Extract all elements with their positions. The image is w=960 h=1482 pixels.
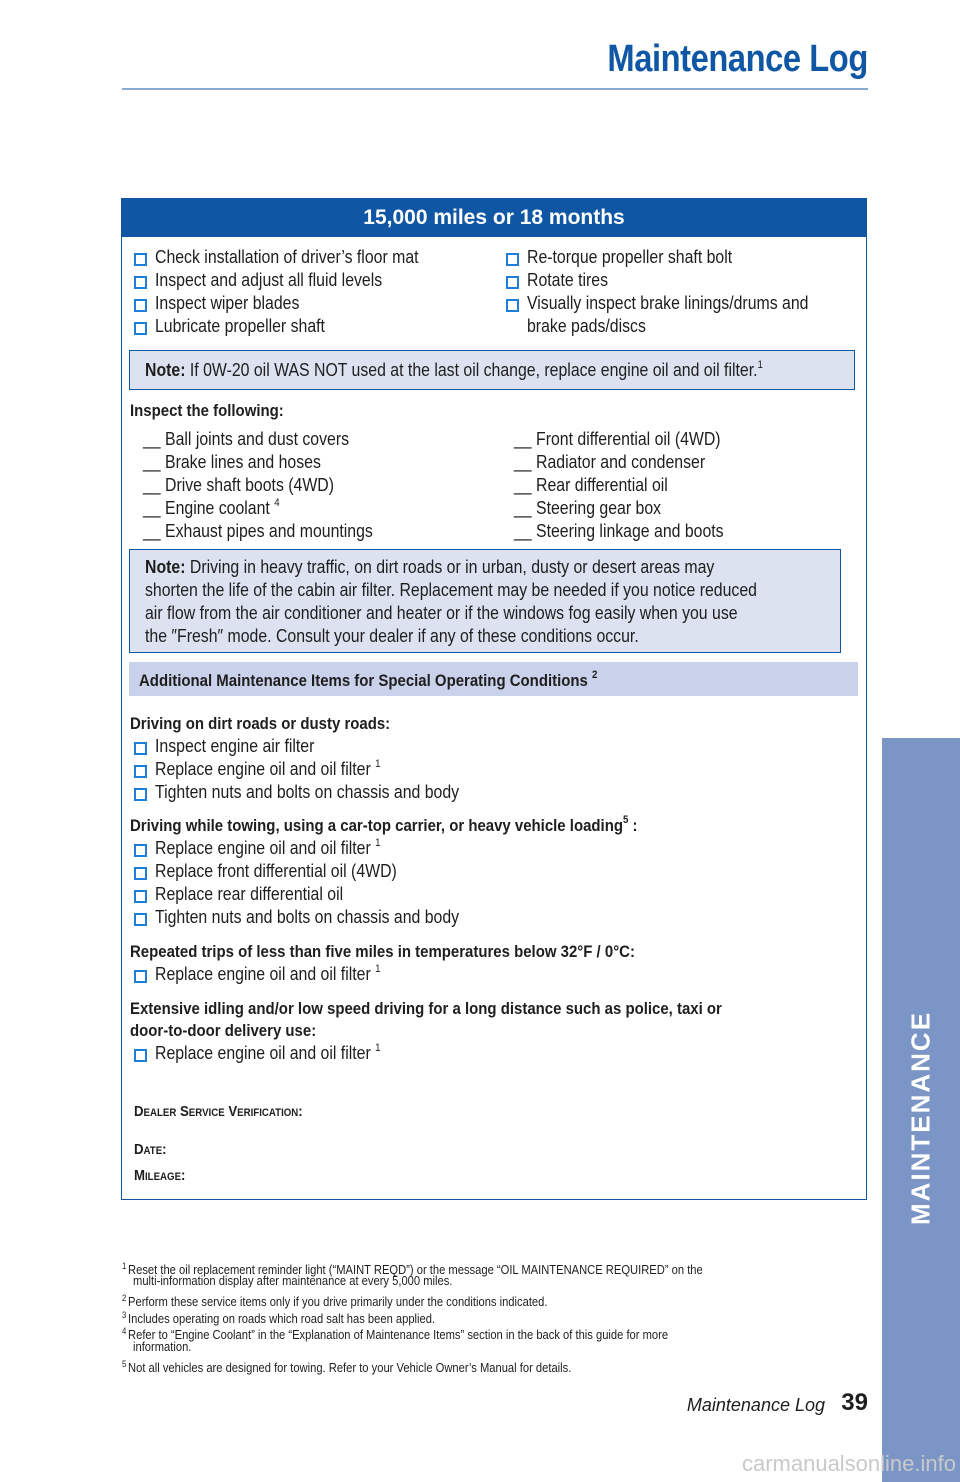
task-item: Replace engine oil and oil filter $^1$ xyxy=(155,963,381,984)
checkbox[interactable] xyxy=(134,765,147,778)
task-item: Tighten nuts and bolts on chassis and body xyxy=(155,907,460,927)
footnote: $^2$ Perform these service items only if you drive primarily under the conditions indicated. xyxy=(122,1293,548,1309)
condition-heading: Extensive idling and/or low speed driving for a long distance such as police, taxi or xyxy=(130,999,722,1018)
inspect-item: __ Steering linkage and boots xyxy=(514,521,724,541)
condition-heading: Driving while towing, using a car-top carrier, or heavy vehicle loading$^5$ : xyxy=(130,814,638,835)
checkbox[interactable] xyxy=(506,299,519,312)
title-rule xyxy=(122,88,868,90)
footnote: $^5$ Not all vehicles are designed for towing. Refer to your Vehicle Owner’s Manual for details. xyxy=(122,1359,572,1375)
task-item: Rotate tires xyxy=(527,270,609,290)
checkbox[interactable] xyxy=(134,299,147,312)
task-item: Inspect wiper blades xyxy=(155,293,300,313)
task-item: Replace engine oil and oil filter $^1$ xyxy=(155,758,381,779)
checkbox[interactable] xyxy=(134,788,147,801)
task-item: Re-torque propeller shaft bolt xyxy=(527,247,733,267)
footnote: $^4$ Refer to “Engine Coolant” in the “Explanation of Maintenance Items” section in the back of this guide for more xyxy=(122,1326,669,1342)
inspect-item: __ Radiator and condenser xyxy=(514,452,706,472)
note-box xyxy=(129,350,855,390)
inspect-item: __ Ball joints and dust covers xyxy=(143,429,350,449)
section-header: 15,000 miles or 18 months xyxy=(122,199,866,237)
condition-heading: door-to-door delivery use: xyxy=(130,1021,317,1040)
additional-heading: Additional Maintenance Items for Special Operating Conditions $^2$ xyxy=(139,669,598,690)
inspect-item: __ Rear differential oil xyxy=(514,475,668,495)
checkbox[interactable] xyxy=(134,844,147,857)
mileage-label: Mileage: xyxy=(134,1167,186,1184)
checkbox[interactable] xyxy=(134,322,147,335)
inspect-item: __ Exhaust pipes and mountings xyxy=(143,521,373,541)
checkbox[interactable] xyxy=(134,253,147,266)
note-line: the ″Fresh″ mode. Consult your dealer if any of these conditions occur. xyxy=(145,626,639,646)
page-number: 39 xyxy=(841,1389,868,1416)
page-title: Maintenance Log xyxy=(607,38,868,80)
checkbox[interactable] xyxy=(134,276,147,289)
inspect-item: __ Drive shaft boots (4WD) xyxy=(143,475,335,495)
maintenance-box xyxy=(121,198,867,1200)
checkbox[interactable] xyxy=(134,970,147,983)
checkbox[interactable] xyxy=(134,1049,147,1062)
footnote: $^1$ Reset the oil replacement reminder light (“MAINT REQD”) or the message “OIL MAINTENANCE REQUIRED” on the xyxy=(122,1261,703,1277)
side-tab xyxy=(882,738,960,1482)
task-item: Replace front differential oil (4WD) xyxy=(155,861,397,881)
inspect-heading: Inspect the following: xyxy=(130,401,284,420)
task-item: Visually inspect brake linings/drums and xyxy=(527,293,809,313)
task-item: Check installation of driver’s floor mat xyxy=(155,247,419,267)
task-item: Replace rear differential oil xyxy=(155,884,344,904)
task-item-continued: brake pads/discs xyxy=(527,316,646,336)
task-item: Lubricate propeller shaft xyxy=(155,316,325,336)
side-tab-label: MAINTENANCE xyxy=(905,1010,936,1226)
condition-heading: Driving on dirt roads or dusty roads: xyxy=(130,714,391,733)
footer-section-name: Maintenance Log xyxy=(686,1395,825,1415)
footnote: multi-information display after maintenance at every 5,000 miles. xyxy=(133,1273,453,1288)
task-item: Replace engine oil and oil filter $^1$ xyxy=(155,1042,381,1063)
task-item: Inspect and adjust all fluid levels xyxy=(155,270,383,290)
watermark: carmanualsonline.info xyxy=(741,1451,956,1476)
footnote: information. xyxy=(133,1339,192,1354)
task-item: Replace engine oil and oil filter $^1$ xyxy=(155,837,381,858)
inspect-item: __ Brake lines and hoses xyxy=(143,452,321,472)
condition-heading: Repeated trips of less than five miles in temperatures below 32°F / 0°C: xyxy=(130,942,635,961)
checkbox[interactable] xyxy=(506,276,519,289)
footnote-ref: 1 xyxy=(757,359,763,371)
date-label: Date: xyxy=(134,1141,167,1158)
checkbox[interactable] xyxy=(134,890,147,903)
checkbox[interactable] xyxy=(506,253,519,266)
inspect-item: __ Engine coolant $^4$ xyxy=(143,497,280,518)
dealer-verification-label: Dealer Service Verification: xyxy=(134,1103,303,1120)
task-item: Inspect engine air filter xyxy=(155,736,315,756)
checkbox[interactable] xyxy=(134,742,147,755)
additional-band xyxy=(129,662,858,696)
note-text xyxy=(145,359,763,382)
cabin-filter-note xyxy=(129,549,841,653)
note-line: shorten the life of the cabin air filter. Replacement may be needed if you notice reduced xyxy=(145,580,757,600)
inspect-item: __ Steering gear box xyxy=(514,498,662,518)
note-body: If 0W-20 oil WAS NOT used at the last oil change, replace engine oil and oil filter. xyxy=(189,360,758,380)
checkbox[interactable] xyxy=(134,867,147,880)
task-item: Tighten nuts and bolts on chassis and body xyxy=(155,782,460,802)
footnote: $^3$ Includes operating on roads which road salt has been applied. xyxy=(122,1310,436,1326)
note-line: Note: Driving in heavy traffic, on dirt roads or in urban, dusty or desert areas may xyxy=(145,557,715,577)
inspect-item: __ Front differential oil (4WD) xyxy=(514,429,721,449)
checkbox[interactable] xyxy=(134,913,147,926)
note-line: air flow from the air conditioner and heater or if the windows fog easily when you use xyxy=(145,603,738,623)
note-label: Note: xyxy=(145,360,186,380)
